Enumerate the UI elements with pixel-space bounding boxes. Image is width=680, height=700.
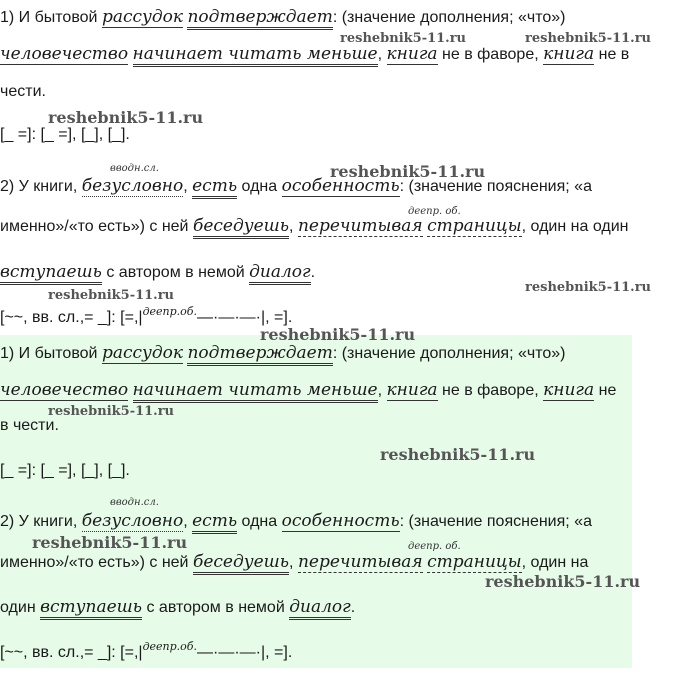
scheme-part: |, =]. bbox=[261, 309, 293, 326]
text: с автором в немой bbox=[146, 599, 285, 616]
text: не в фаворе, bbox=[442, 46, 539, 63]
watermark: reshebnik5-11.ru bbox=[380, 445, 536, 464]
scheme-note: деепр.об. bbox=[142, 305, 198, 318]
text: : (значение пояснения; «а bbox=[399, 513, 592, 530]
scheme-part: |, =]. bbox=[261, 644, 293, 661]
object: диалог bbox=[289, 597, 351, 620]
text: , один на bbox=[521, 554, 589, 571]
predicate: вступаешь bbox=[40, 597, 142, 620]
text: , bbox=[183, 513, 188, 530]
subject: рассудок bbox=[101, 7, 184, 27]
b1-scheme-2 bbox=[0, 305, 293, 329]
text: . bbox=[350, 599, 356, 616]
watermark: reshebnik5-11.ru bbox=[330, 162, 486, 181]
subject: рассудок bbox=[101, 343, 184, 363]
b1-line-1 bbox=[0, 7, 565, 28]
object: диалог bbox=[249, 262, 311, 285]
predicate: подтверждает bbox=[187, 7, 332, 30]
text: , bbox=[289, 554, 294, 571]
b2-line-5 bbox=[0, 511, 592, 532]
predicate: начинает читать меньше bbox=[133, 44, 378, 67]
text: , bbox=[183, 178, 188, 195]
b1-line-5 bbox=[0, 176, 592, 197]
subject: книга bbox=[543, 380, 595, 400]
b2-line-2 bbox=[0, 380, 616, 401]
watermark: reshebnik5-11.ru bbox=[48, 404, 175, 419]
b2-line-7 bbox=[0, 597, 355, 618]
subject: человечество bbox=[0, 380, 129, 400]
text: одна bbox=[241, 178, 278, 195]
text: не bbox=[598, 382, 617, 399]
text: , bbox=[289, 218, 294, 235]
predicate: есть bbox=[192, 511, 237, 534]
b2-note-intro: вводн.сл. bbox=[110, 497, 159, 508]
watermark: reshebnik5-11.ru bbox=[260, 325, 416, 344]
watermark: reshebnik5-11.ru bbox=[48, 288, 175, 303]
intro-word: безусловно bbox=[81, 176, 184, 196]
text: : (значение пояснения; «а bbox=[399, 178, 592, 195]
predicate: начинает читать меньше bbox=[133, 380, 378, 403]
text: , bbox=[377, 46, 383, 63]
subject: особенность bbox=[281, 176, 400, 196]
predicate: подтверждает bbox=[187, 343, 332, 366]
text: 1) И бытовой bbox=[0, 345, 98, 362]
b2-line-1 bbox=[0, 343, 565, 364]
b2-line-3: в чести. bbox=[0, 417, 59, 434]
intro-word: безусловно bbox=[81, 511, 184, 531]
b1-line-2 bbox=[0, 44, 629, 65]
text: 2) У книги, bbox=[0, 178, 78, 195]
text: с автором в немой bbox=[106, 264, 245, 281]
predicate: беседуешь bbox=[193, 552, 289, 575]
text: 1) И бытовой bbox=[0, 9, 98, 26]
text: один bbox=[0, 599, 36, 616]
b2-scheme-1: [_ =]: [_ =], [_], [_]. bbox=[0, 462, 130, 479]
text: . bbox=[310, 264, 316, 281]
participle-phrase: перечитывая bbox=[297, 552, 423, 572]
watermark: reshebnik5-11.ru bbox=[485, 572, 641, 591]
participle-phrase: страницы bbox=[427, 216, 522, 236]
text: именно»/«то есть») с ней bbox=[0, 554, 189, 571]
subject: книга bbox=[543, 44, 595, 64]
text: : (значение дополнения; «что») bbox=[332, 9, 566, 26]
b2-scheme-2 bbox=[0, 640, 293, 664]
text: именно»/«то есть») с ней bbox=[0, 218, 189, 235]
b1-line-3: чести. bbox=[0, 83, 46, 100]
participle-phrase: перечитывая bbox=[297, 216, 423, 236]
scheme-note: деепр.об. bbox=[142, 640, 198, 653]
scheme-part: —·—·—· bbox=[197, 644, 261, 661]
b1-note-intro: вводн.сл. bbox=[110, 163, 159, 174]
b1-scheme-1: [_ =]: [_ =], [_], [_]. bbox=[0, 126, 130, 143]
watermark: reshebnik5-11.ru bbox=[48, 108, 204, 127]
b1-note-participle: деепр. об. bbox=[408, 206, 461, 217]
watermark: reshebnik5-11.ru bbox=[525, 280, 652, 295]
scheme-part: [~~, вв. сл.,= _]: [=,| bbox=[0, 309, 143, 326]
predicate: есть bbox=[192, 176, 237, 199]
b2-line-6 bbox=[0, 552, 588, 573]
text: : (значение дополнения; «что») bbox=[332, 345, 566, 362]
text: одна bbox=[241, 513, 278, 530]
text: , bbox=[377, 382, 383, 399]
b2-note-participle: деепр. об. bbox=[408, 541, 461, 552]
text: не в фаворе, bbox=[442, 382, 539, 399]
subject: человечество bbox=[0, 44, 129, 64]
predicate: вступаешь bbox=[0, 262, 102, 285]
scheme-part: —·—·—· bbox=[197, 309, 261, 326]
text: , один на один bbox=[521, 218, 629, 235]
watermark: reshebnik5-11.ru bbox=[32, 533, 188, 552]
predicate: беседуешь bbox=[193, 216, 289, 239]
text: не в bbox=[598, 46, 630, 63]
participle-phrase: страницы bbox=[427, 552, 522, 572]
watermark: reshebnik5-11.ru bbox=[340, 31, 467, 46]
subject: книга bbox=[386, 44, 438, 64]
watermark: reshebnik5-11.ru bbox=[525, 31, 652, 46]
subject: книга bbox=[386, 380, 438, 400]
b1-line-7 bbox=[0, 262, 315, 283]
text: 2) У книги, bbox=[0, 513, 78, 530]
b1-line-6 bbox=[0, 216, 628, 237]
scheme-part: [~~, вв. сл.,= _]: [=,| bbox=[0, 644, 143, 661]
subject: особенность bbox=[281, 511, 400, 531]
